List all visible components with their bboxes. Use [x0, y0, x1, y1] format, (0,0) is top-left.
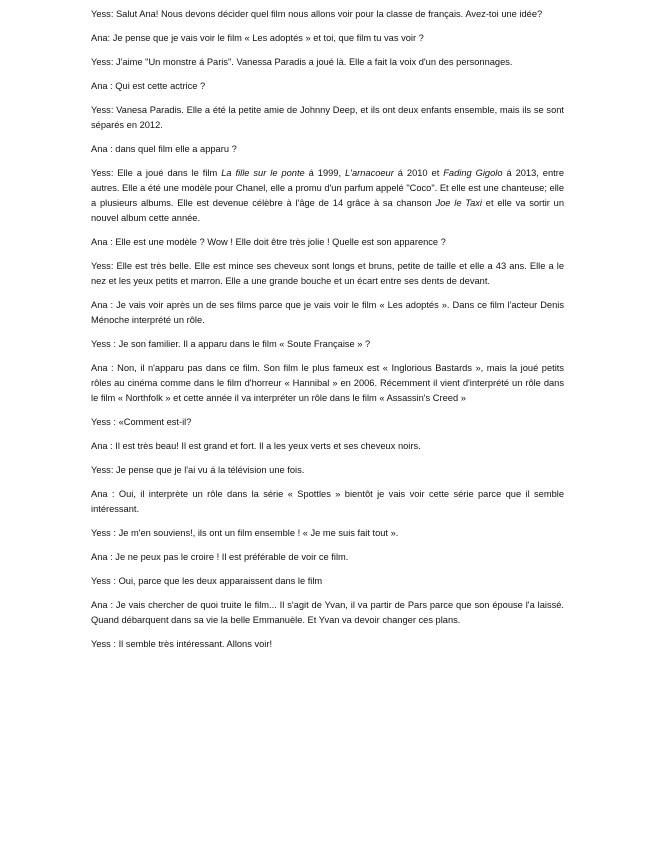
dialogue-line: Ana : dans quel film elle a apparu ? — [91, 144, 237, 154]
film-title: Fading Gigolo — [443, 168, 503, 178]
dialogue-line: Ana: Je pense que je vais voir le film « Les adoptés » et toi, que film tu vas voir ? — [91, 33, 424, 43]
dialogue-line: Ana : Qui est cette actrice ? — [91, 81, 206, 91]
dialogue-line: Yess: Vanesa Paradis. Elle a été la petite amie de Johnny Deep, et ils ont deux enfants ensemble, mais ils se sont séparés en 2012. — [91, 105, 564, 130]
document-page — [91, 7, 564, 661]
dialogue-line: Ana : Oui, il interprète un rôle dans la série « Spottles » bientôt je vais voir cette série parce que il semble intéressant. — [91, 489, 564, 514]
text-run: á 1999, — [304, 168, 346, 178]
dialogue-line: Ana : Non, il n'apparu pas dans ce film. Son film le plus fameux est « Inglorious Bastards », mais la joué petits rôles au cinéma comme dans le film d'horreur « Hannibal » en 2006. Récemment il vient d'interprété un rôle dans le film « Northfolk » et cette année il va interpréter un rôle dans le film « Assassin's Creed » — [91, 363, 564, 403]
dialogue-line: Yess: Salut Ana! Nous devons décider quel film nous allons voir pour la classe de français. Avez-toi une idée? — [91, 9, 543, 19]
dialogue-line: Yess : Il semble très intéressant. Allons voir! — [91, 639, 273, 649]
dialogue-line: Yess : Je m'en souviens!, ils ont un film ensemble ! « Je me suis fait tout ». — [91, 528, 399, 538]
film-title: L'arnacoeur — [345, 168, 394, 178]
dialogue-line: Yess: Je pense que je l'ai vu á la télévision une fois. — [91, 465, 305, 475]
dialogue-line: Yess : Oui, parce que les deux apparaissent dans le film — [91, 576, 323, 586]
song-title: Joe le Taxi — [435, 198, 482, 208]
text-run: á 2010 et — [393, 168, 444, 178]
dialogue-line: Ana : Je ne peux pas le croire ! Il est préférable de voir ce film. — [91, 552, 349, 562]
text-run: á 2013, entre autres. Elle a été une modèle pour Chanel, elle a promu d'un parfum appelé "Coco". Et elle est une chanteuse; elle a plusieurs albums. Elle est devenue célèbre à l'âge de 14 grâce à sa chanson — [91, 168, 565, 208]
dialogue-line: Yess: Elle est très belle. Elle est mince ses cheveux sont longs et bruns, petite de taille et elle a 43 ans. Elle a le nez et les yeux petits et marron. Elle a une grande bouche et un écart entre ses dents de devant. — [91, 261, 564, 286]
text-run: Yess: Elle a joué dans le film — [91, 168, 222, 178]
dialogue-line: Yess: J'aime "Un monstre á Paris". Vanessa Paradis a joué là. Elle a fait la voix d'un des personnages. — [91, 57, 513, 67]
film-title: La fille sur le ponte — [221, 168, 305, 178]
dialogue-line — [91, 166, 564, 226]
dialogue-line: Ana : Je vais voir après un de ses films parce que je vais voir le film « Les adoptés ». Dans ce film l'acteur Denis Ménoche interprété un rôle. — [91, 300, 564, 325]
dialogue-line: Ana : Je vais chercher de quoi truite le film... Il s'agit de Yvan, il va partir de Pars parce que son épouse l'a laissé. Quand débarquent dans sa vie la belle Emmanuèle. Et Yvan va devoir changer ces plans. — [91, 600, 564, 625]
dialogue-line: Yess : Je son familier. Il a apparu dans le film « Soute Française » ? — [91, 339, 371, 349]
dialogue-line: Ana : Il est très beau! Il est grand et fort. Il a les yeux verts et ses cheveux noirs. — [91, 441, 421, 451]
text-run: et elle va sortir un nouvel album cette année. — [91, 198, 565, 223]
dialogue-line: Yess : «Comment est-il? — [91, 417, 192, 427]
dialogue-line: Ana : Elle est une modèle ? Wow ! Elle doit être très jolie ! Quelle est son apparence ? — [91, 237, 446, 247]
